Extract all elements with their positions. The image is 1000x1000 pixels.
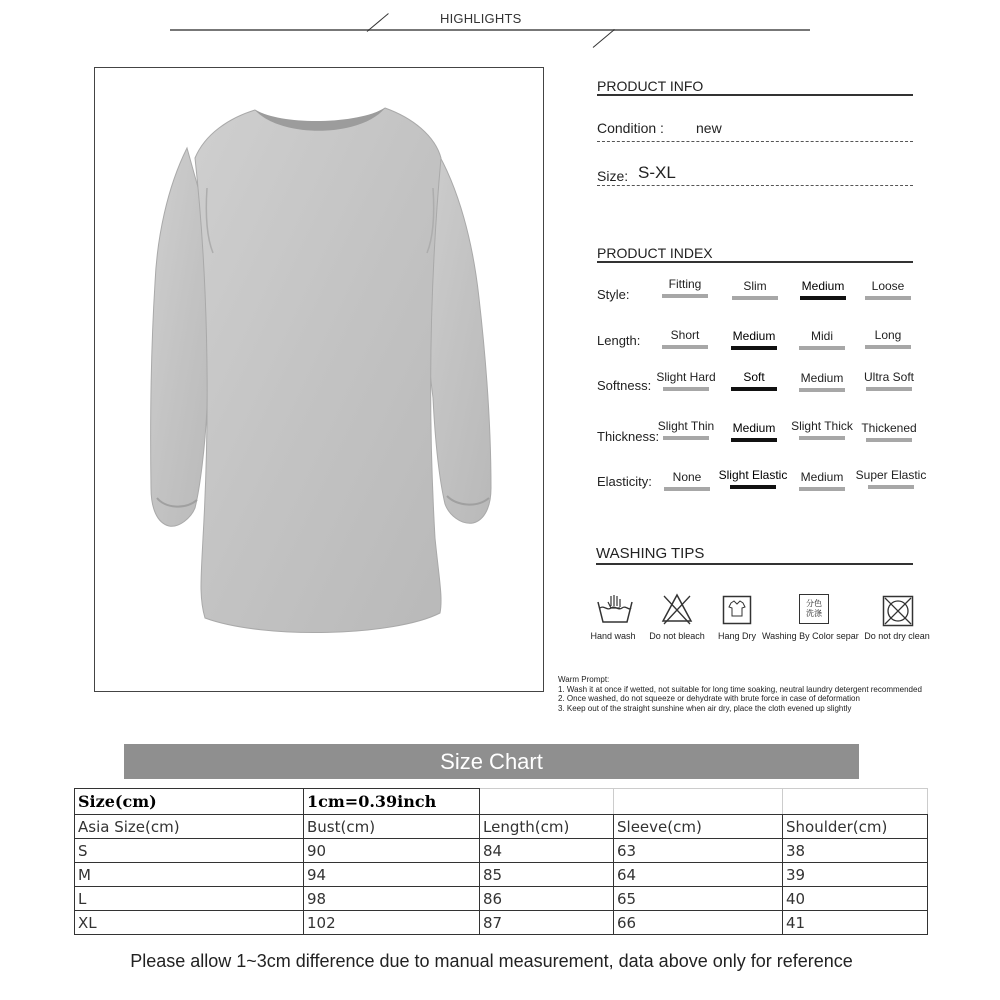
blank-cell <box>614 789 783 815</box>
highlights-rule <box>170 29 810 31</box>
table-cell: 39 <box>783 863 928 887</box>
option-label: Slight Hard <box>656 370 716 384</box>
thickness-option-thickened <box>853 421 925 442</box>
softness-option-ultra-soft <box>853 370 925 391</box>
option-bar-selected <box>800 296 846 300</box>
sweater-dress-illustration <box>95 68 543 691</box>
wash-by-color-icon-text-1: 分色 <box>806 599 822 608</box>
elasticity-option-none <box>651 470 723 491</box>
option-bar <box>799 388 845 392</box>
option-bar <box>799 487 845 491</box>
option-label: Medium <box>732 421 776 435</box>
style-label: Style: <box>597 287 630 302</box>
condition-label: Condition : <box>597 120 664 136</box>
option-bar-selected <box>731 346 777 350</box>
option-bar <box>865 345 911 349</box>
table-cell: 94 <box>304 863 480 887</box>
hang-dry-icon <box>722 595 752 625</box>
option-label: Slight Elastic <box>718 468 788 482</box>
option-label: Slight Thick <box>791 419 853 433</box>
product-index-title: PRODUCT INDEX <box>597 245 713 261</box>
softness-option-slight-hard <box>650 370 722 391</box>
length-option-medium <box>718 329 790 350</box>
table-cell: 63 <box>614 839 783 863</box>
option-label: Ultra Soft <box>863 370 914 384</box>
table-cell: 87 <box>480 911 614 935</box>
column-header: Sleeve(cm) <box>614 815 783 839</box>
size-value: S-XL <box>638 163 676 182</box>
table-cell: 64 <box>614 863 783 887</box>
option-bar <box>663 387 709 391</box>
option-label: Medium <box>800 470 844 484</box>
condition-value: new <box>696 120 722 136</box>
option-bar <box>866 387 912 391</box>
column-header: Length(cm) <box>480 815 614 839</box>
style-option-fitting <box>649 277 721 298</box>
option-bar <box>664 487 710 491</box>
blank-cell <box>783 789 928 815</box>
column-header: Bust(cm) <box>304 815 480 839</box>
table-cell: 41 <box>783 911 928 935</box>
table-column-header-row <box>75 815 928 839</box>
option-bar <box>866 438 912 442</box>
option-label: Loose <box>871 279 905 293</box>
wash-by-color-icon-text-2: 洗涤 <box>806 609 822 618</box>
column-header: Asia Size(cm) <box>75 815 304 839</box>
do-not-dry-clean-caption: Do not dry clean <box>864 631 930 641</box>
option-bar <box>663 436 709 440</box>
option-bar <box>868 485 914 489</box>
thickness-option-slight-thin <box>650 419 722 440</box>
option-bar-selected <box>730 485 776 489</box>
washing-tips-rule <box>596 563 913 565</box>
style-option-loose <box>852 279 924 300</box>
option-bar <box>865 296 911 300</box>
table-cell: 102 <box>304 911 480 935</box>
product-info-rule <box>597 94 913 96</box>
softness-option-soft <box>718 370 790 391</box>
softness-option-medium <box>786 371 858 392</box>
highlights-title: HIGHLIGHTS <box>440 11 522 26</box>
option-bar <box>799 436 845 440</box>
wash-by-color-caption: Washing By Color separ <box>762 631 859 641</box>
option-label: Medium <box>801 279 845 293</box>
length-option-short <box>649 328 721 349</box>
option-label: Thickened <box>861 421 917 435</box>
table-cell: 38 <box>783 839 928 863</box>
highlights-slash-right <box>593 29 615 48</box>
option-bar <box>799 346 845 350</box>
length-option-long <box>852 328 924 349</box>
option-bar <box>662 294 708 298</box>
size-divider <box>597 185 913 186</box>
table-cell: S <box>75 839 304 863</box>
elasticity-option-super-elastic <box>855 468 927 489</box>
option-label: Slight Thin <box>657 419 715 433</box>
do-not-bleach-caption: Do not bleach <box>649 631 705 641</box>
option-label: Slim <box>743 279 767 293</box>
size-unit-cell: Size(cm) <box>75 789 304 815</box>
option-label: Short <box>670 328 700 342</box>
softness-label: Softness: <box>597 378 652 393</box>
option-bar <box>732 296 778 300</box>
table-row <box>75 911 928 935</box>
length-label: Length: <box>597 333 641 348</box>
table-cell: 90 <box>304 839 480 863</box>
washing-tips-title: WASHING TIPS <box>596 545 705 562</box>
size-chart-title: Size Chart <box>440 749 543 774</box>
wash-by-color-icon <box>799 594 829 624</box>
hand-wash-icon <box>596 594 634 626</box>
style-option-medium <box>787 279 859 300</box>
table-cell: 98 <box>304 887 480 911</box>
option-bar-selected <box>731 438 777 442</box>
do-not-dry-clean-icon <box>882 595 914 627</box>
table-cell: XL <box>75 911 304 935</box>
table-cell: 40 <box>783 887 928 911</box>
option-label: None <box>672 470 702 484</box>
column-header: Shoulder(cm) <box>783 815 928 839</box>
product-info-title: PRODUCT INFO <box>597 78 704 94</box>
table-cell: 86 <box>480 887 614 911</box>
size-chart-table <box>74 788 928 935</box>
condition-divider <box>597 141 913 142</box>
table-cell: L <box>75 887 304 911</box>
option-label: Medium <box>800 371 844 385</box>
do-not-bleach-icon <box>661 593 693 625</box>
table-cell: 65 <box>614 887 783 911</box>
size-label: Size: <box>597 168 629 184</box>
thickness-option-medium <box>718 421 790 442</box>
option-label: Long <box>874 328 902 342</box>
elasticity-option-medium <box>786 470 858 491</box>
warm-prompt-title: Warm Prompt: <box>558 675 610 684</box>
table-row <box>75 863 928 887</box>
warm-prompt-line-3: 3. Keep out of the straight sunshine when air dry, place the cloth evened up slightly <box>558 703 852 713</box>
table-row <box>75 839 928 863</box>
option-bar <box>662 345 708 349</box>
conversion-cell: 1cm=0.39inch <box>304 789 480 815</box>
table-cell: 85 <box>480 863 614 887</box>
table-header-row <box>75 789 928 815</box>
elasticity-option-slight-elastic <box>717 468 789 489</box>
option-label: Soft <box>743 370 765 384</box>
warm-prompt-line-1: 1. Wash it at once if wetted, not suitable for long time soaking, neutral laundry detergent recommended <box>558 684 922 694</box>
style-option-slim <box>719 279 791 300</box>
length-option-midi <box>786 329 858 350</box>
warm-prompt <box>558 675 922 713</box>
table-cell: 66 <box>614 911 783 935</box>
blank-cell <box>480 789 614 815</box>
table-cell: 84 <box>480 839 614 863</box>
hand-wash-caption: Hand wash <box>590 631 636 641</box>
option-label: Super Elastic <box>855 468 927 482</box>
product-photo <box>94 67 544 692</box>
elasticity-label: Elasticity: <box>597 474 652 489</box>
thickness-label: Thickness: <box>597 429 660 444</box>
option-label: Medium <box>732 329 776 343</box>
hang-dry-caption: Hang Dry <box>717 631 756 641</box>
product-index-rule <box>597 261 913 263</box>
table-cell: M <box>75 863 304 887</box>
option-bar-selected <box>731 387 777 391</box>
warm-prompt-line-2: 2. Once washed, do not squeeze or dehydrate with brute force in case of deformation <box>558 694 860 704</box>
thickness-option-slight-thick <box>786 419 858 440</box>
measurement-note: Please allow 1~3cm difference due to manual measurement, data above only for reference <box>130 951 853 971</box>
table-row <box>75 887 928 911</box>
option-label: Midi <box>810 329 833 343</box>
option-label: Fitting <box>668 277 702 291</box>
